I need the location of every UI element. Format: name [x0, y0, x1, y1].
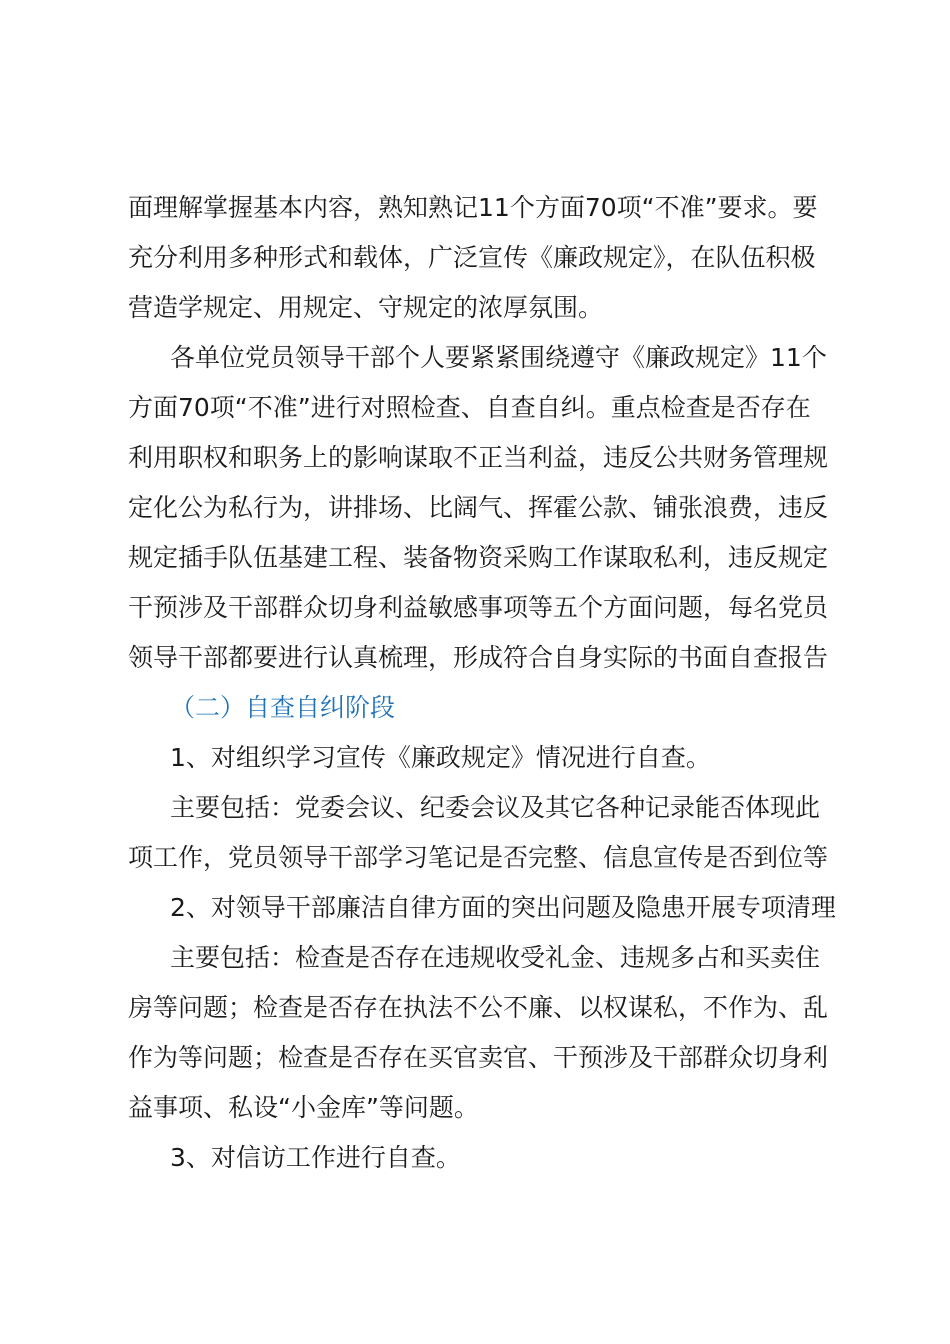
body-text-line: 作为等问题；检查是否存在买官卖官、干预涉及干部群众切身利	[128, 1043, 829, 1072]
body-text-line: 领导干部都要进行认真梳理，形成符合自身实际的书面自查报告	[128, 643, 829, 672]
body-text-line: 方面70项“不准”进行对照检查、自查自纠。重点检查是否存在	[128, 393, 811, 422]
body-text-line: 益事项、私设“小金库”等问题。	[128, 1093, 479, 1122]
list-item-heading: 3、对信访工作进行自查。	[170, 1143, 461, 1172]
body-text-line: 主要包括：检查是否存在违规收受礼金、违规多占和买卖住	[170, 943, 821, 972]
body-text-line: 营造学规定、用规定、守规定的浓厚氛围。	[128, 293, 604, 322]
section-heading: （二）自查自纠阶段	[170, 693, 396, 722]
body-text-line: 面理解掌握基本内容，熟知熟记11个方面70项“不准”要求。要	[128, 193, 818, 222]
body-text-line: 利用职权和职务上的影响谋取不正当利益，违反公共财务管理规	[128, 443, 829, 472]
body-text-line: 定化公为私行为，讲排场、比阔气、挥霍公款、铺张浪费，违反	[128, 493, 829, 522]
body-text-line: 主要包括：党委会议、纪委会议及其它各种记录能否体现此	[170, 793, 821, 822]
body-text-line: 各单位党员领导干部个人要紧紧围绕遵守《廉政规定》11个	[170, 343, 827, 372]
body-text-line: 规定插手队伍基建工程、装备物资采购工作谋取私利，违反规定	[128, 543, 829, 572]
body-text-line: 干预涉及干部群众切身利益敏感事项等五个方面问题，每名党员	[128, 593, 829, 622]
document-body	[128, 183, 852, 1183]
body-text-line: 项工作，党员领导干部学习笔记是否完整、信息宣传是否到位等	[128, 843, 829, 872]
list-item-heading: 1、对组织学习宣传《廉政规定》情况进行自查。	[170, 743, 711, 772]
body-text-line: 充分利用多种形式和载体，广泛宣传《廉政规定》，在队伍积极	[128, 243, 816, 272]
list-item-heading: 2、对领导干部廉洁自律方面的突出问题及隐患开展专项清理	[170, 893, 836, 922]
body-text-line: 房等问题；检查是否存在执法不公不廉、以权谋私，不作为、乱	[128, 993, 829, 1022]
